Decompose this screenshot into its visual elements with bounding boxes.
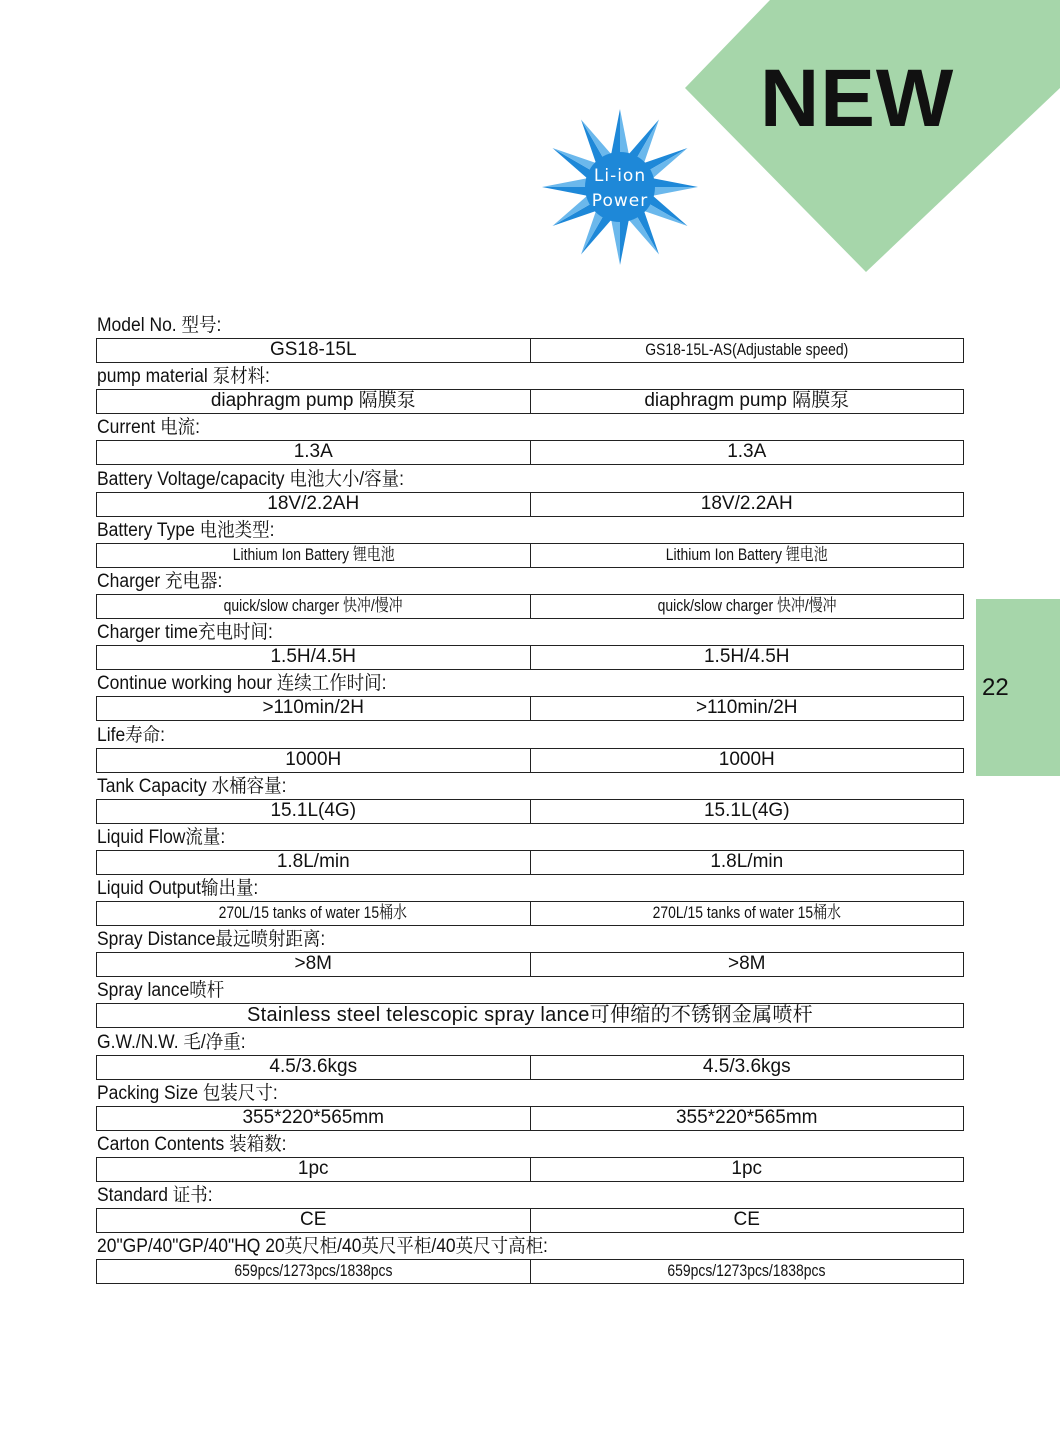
spec-value-text: Lithium Ion Battery 锂电池 [665,544,828,564]
spec-label: Continue working hour 连续工作时间: [97,673,387,695]
spec-row [96,1208,964,1233]
spec-group [96,723,964,774]
spec-group [96,825,964,876]
spec-value [530,339,964,362]
spec-row [96,1259,964,1284]
spec-label: Liquid Output输出量: [97,878,259,900]
spec-value [97,595,530,618]
spec-value-text: quick/slow charger 快冲/慢冲 [223,595,403,615]
spec-group [96,927,964,978]
spec-value [97,902,530,925]
spec-value: 18V/2.2AH [267,492,360,514]
spec-group [96,876,964,927]
spec-value: >8M [530,953,964,976]
spec-value-text: 270L/15 tanks of water 15桶水 [219,903,408,923]
spec-group [96,313,964,364]
spec-value: 1.3A [293,441,333,463]
spec-group [96,415,964,466]
spec-label: Spray Distance最远喷射距离: [97,929,326,951]
spec-value-text: GS18-15L-AS(Adjustable speed) [645,340,849,359]
spec-group [96,620,964,671]
spec-label: 20"GP/40"GP/40"HQ 20英尺柜/40英尺平柜/40英尺寸高柜: [97,1236,548,1258]
spec-group [96,1030,964,1081]
spec-value [530,595,964,618]
spec-label: pump material 泵材料: [97,366,270,388]
spec-value: 1.8L/min [276,850,350,872]
spec-row [96,440,964,465]
spec-group [96,671,964,722]
spec-value: 1.3A [530,441,964,464]
spec-label: Model No. 型号: [97,315,222,336]
spec-row [96,1055,964,1080]
liion-power-badge [540,108,700,266]
spec-value: 1pc [530,1158,964,1181]
spec-value-text: 659pcs/1273pcs/1838pcs [234,1261,393,1281]
spec-value-text: 659pcs/1273pcs/1838pcs [667,1261,826,1281]
spec-value: 1pc [297,1158,329,1179]
spec-value: 1.5H/4.5H [530,646,964,669]
spec-group [96,774,964,825]
spec-group [96,978,964,1029]
spec-label: Current 电流: [97,417,200,439]
spec-value-text: Lithium Ion Battery 锂电池 [232,544,395,564]
spec-value [97,544,530,567]
spec-value: GS18-15L [269,339,357,360]
spec-row [96,338,964,363]
spec-label: Packing Size 包装尺寸: [97,1082,278,1104]
spec-group [96,1081,964,1132]
spec-value: 4.5/3.6kgs [530,1056,964,1079]
spec-group [96,1234,964,1285]
corner-ribbon [0,0,1060,300]
spec-row [96,850,964,875]
spec-row [96,645,964,670]
spec-group [96,364,964,415]
spec-row [96,901,964,926]
spec-value: 1000H [285,748,342,770]
spec-label: Charger 充电器: [97,570,223,592]
spec-value: 1.5H/4.5H [270,646,357,668]
spec-table [96,313,964,1286]
spec-value: Stainless steel telescopic spray lance可伸缩的不锈钢金属喷杆 [247,1004,813,1027]
spec-row [96,543,964,568]
spec-group [96,518,964,569]
spec-value: 18V/2.2AH [530,493,964,516]
spec-value: 4.5/3.6kgs [269,1055,358,1077]
spec-group [96,467,964,518]
spec-value: CE [300,1209,327,1231]
spec-value: 1.8L/min [530,851,964,874]
spec-row [96,748,964,773]
spec-value: 15.1L(4G) [270,799,357,821]
spec-value: 355*220*565mm [242,1106,385,1128]
badge-line1: Li-ion [593,166,647,186]
spec-row [96,389,964,414]
spec-label: Battery Voltage/capacity 电池大小/容量: [97,468,404,490]
spec-value: 15.1L(4G) [530,800,964,823]
spec-group [96,1183,964,1234]
spec-label: Standard 证书: [97,1185,213,1207]
spec-value [530,1260,964,1283]
spec-group [96,569,964,620]
spec-value: CE [530,1209,964,1232]
spec-value [530,902,964,925]
spec-row [96,696,964,721]
spec-value-text: 270L/15 tanks of water 15桶水 [652,903,841,923]
spec-row [96,1003,964,1028]
spec-label: Spray lance喷杆 [97,980,225,1002]
spec-value-text: quick/slow charger 快冲/慢冲 [657,595,837,615]
spec-label: Carton Contents 装箱数: [97,1134,287,1155]
spec-row [96,594,964,619]
spec-value: 355*220*565mm [530,1107,964,1130]
spec-value: >110min/2H [262,697,365,719]
spec-value: diaphragm pump 隔膜泵 [210,390,416,412]
spec-value [530,544,964,567]
badge-line2: Power [591,191,649,211]
new-label: NEW [760,53,955,144]
spec-label: Life寿命: [97,724,166,746]
spec-value [97,1260,530,1283]
spec-row [96,952,964,977]
spec-value: >8M [294,953,332,975]
page-number: 22 [982,674,1009,701]
spec-row [96,1106,964,1131]
spec-group [96,1132,964,1183]
spec-value: >110min/2H [530,697,964,720]
spec-value: 1000H [530,749,964,772]
spec-label: Tank Capacity 水桶容量: [97,775,287,797]
spec-row [96,1157,964,1182]
spec-row [96,799,964,824]
spec-label: Charger time充电时间: [97,622,273,644]
spec-label: Battery Type 电池类型: [97,519,275,541]
spec-value: diaphragm pump 隔膜泵 [530,390,964,413]
spec-row [96,492,964,517]
spec-label: Liquid Flow流量: [97,826,226,848]
spec-label: G.W./N.W. 毛/净重: [97,1031,246,1053]
